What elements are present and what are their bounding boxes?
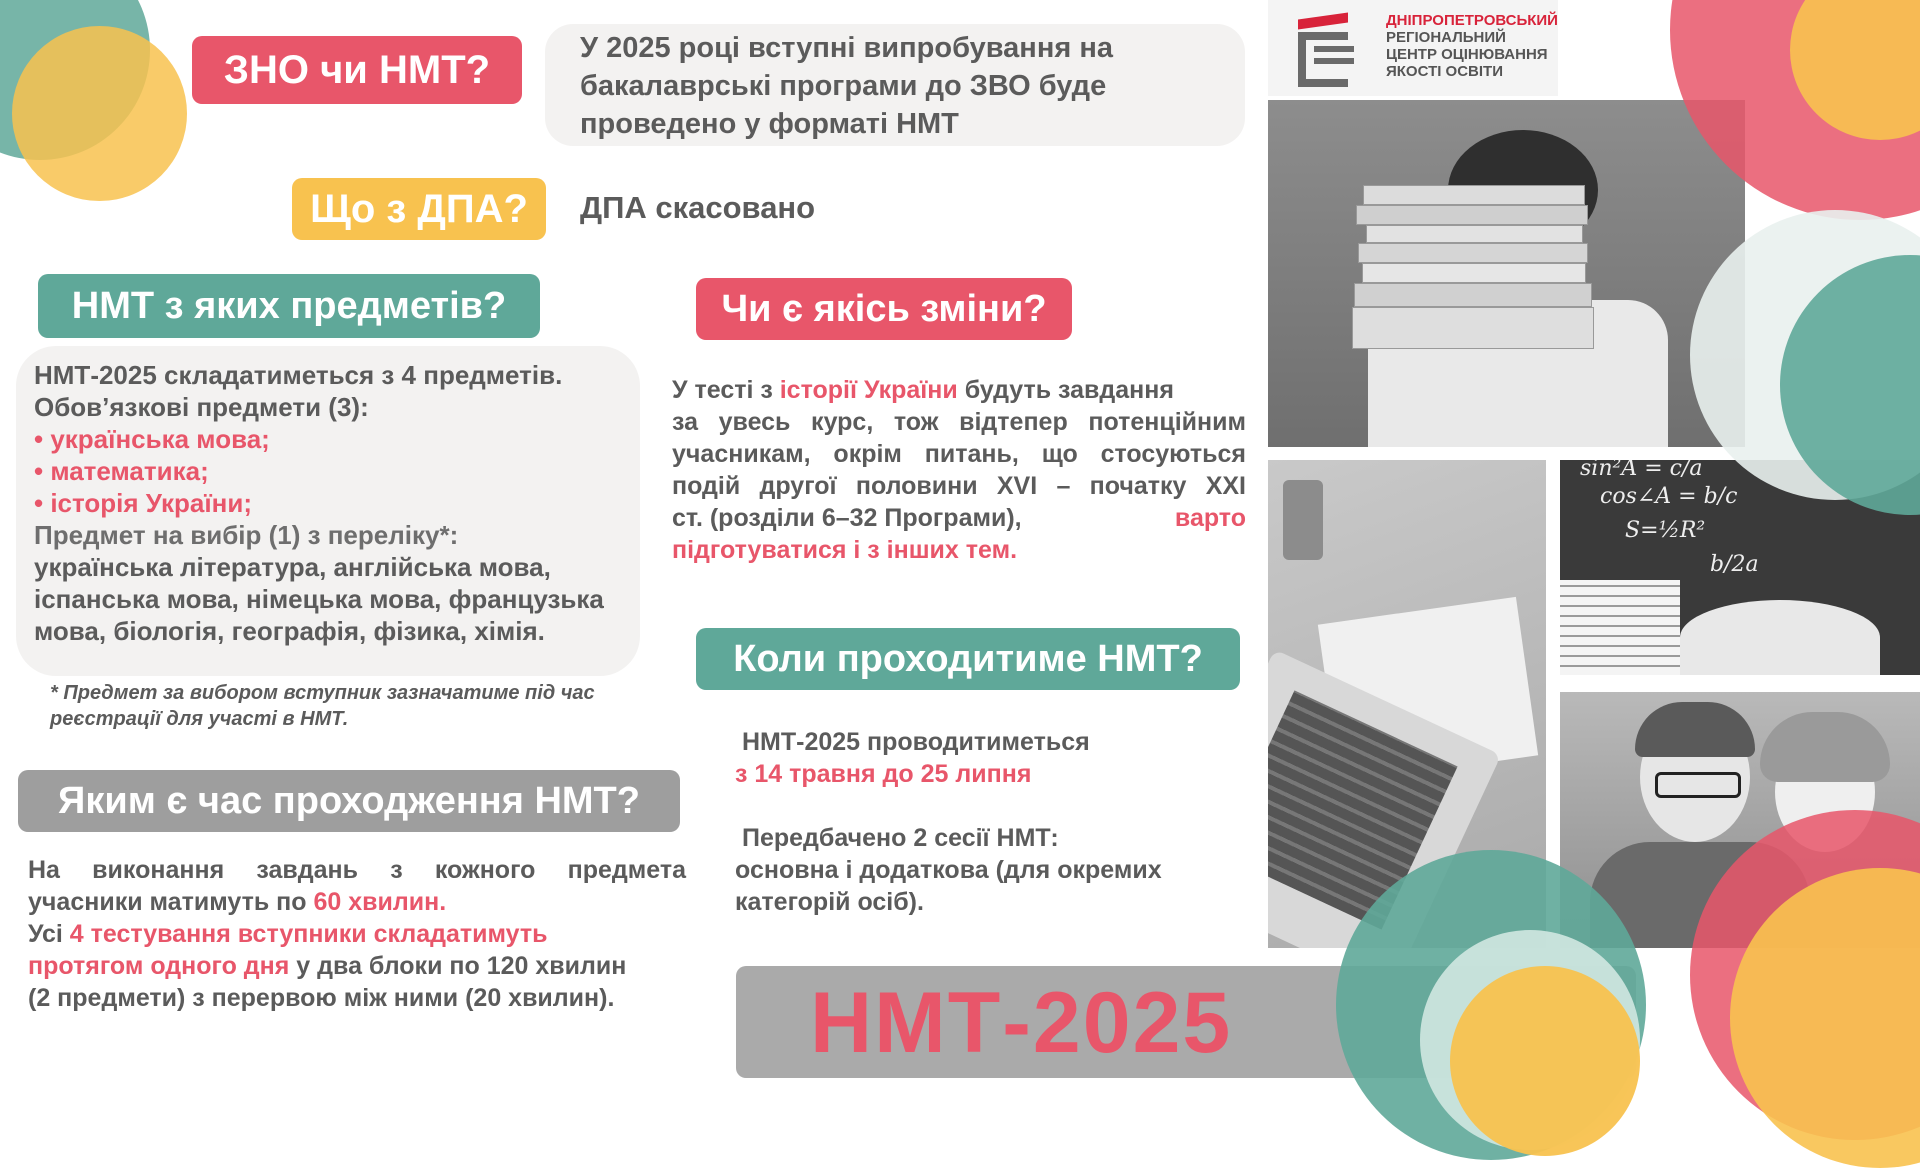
subjects-footnote: * Предмет за вибором вступник зазначатиме під час [50, 682, 595, 704]
subjects-line: НМТ-2025 складатиметься з 4 предметів. [34, 360, 563, 390]
subjects-footnote: реєстрації для участі в НМТ. [50, 708, 349, 730]
logo-line: ЦЕНТР ОЦІНЮВАННЯ [1386, 46, 1548, 63]
changes-line: підготуватися і з інших тем. [672, 536, 1018, 564]
subjects-line: мова, біологія, географія, фізика, хімія. [34, 616, 545, 646]
when-line: Передбачено 2 сесії НМТ: [742, 824, 1059, 852]
changes-line: учасникам, окрім питань, що стосуються [672, 440, 1246, 468]
subjects-line: Предмет на вибір (1) з переліку*: [34, 520, 459, 550]
subject-item: • історія України; [34, 488, 252, 518]
dpa-heading: Що з ДПА? [292, 178, 546, 240]
logo-line: ЯКОСТІ ОСВІТИ [1386, 63, 1504, 80]
when-line: категорій осіб). [735, 888, 924, 916]
logo-line: РЕГІОНАЛЬНИЙ [1386, 29, 1506, 46]
zno-text-line: проведено у форматі НМТ [580, 108, 959, 140]
dpa-text: ДПА скасовано [580, 190, 816, 225]
when-heading: Коли проходитиме НМТ? [696, 628, 1240, 690]
subjects-heading: НМТ з яких предметів? [38, 274, 540, 338]
logo-line: ДНІПРОПЕТРОВСЬКИЙ [1386, 12, 1558, 29]
logo [1268, 0, 1558, 96]
decor-circle-yellow [1450, 966, 1640, 1156]
changes-line: подій другої половини XVI – початку XXI [672, 472, 1246, 500]
banner-title: НМТ-2025 [810, 975, 1233, 1071]
when-line: з 14 травня до 25 липня [735, 760, 1032, 788]
zno-text-line: бакалаврські програми до ЗВО буде [580, 70, 1107, 102]
board-formula: S=½R² [1625, 518, 1706, 543]
time-line: На виконання завдань з кожного предмета [28, 856, 686, 884]
subjects-line: українська література, англійська мова, [34, 552, 551, 582]
changes-heading: Чи є якісь зміни? [696, 278, 1072, 340]
decor-circle-yellow [12, 26, 187, 201]
subject-item: • українська мова; [34, 424, 270, 454]
when-line: НМТ-2025 проводитиметься [742, 728, 1090, 756]
time-heading: Яким є час проходження НМТ? [18, 770, 680, 832]
logo-icon [1298, 12, 1348, 29]
time-line: учасники матимуть по 60 хвилин. [28, 888, 447, 916]
subject-item: • математика; [34, 456, 209, 486]
changes-line: У тесті з історії України будуть завдання [672, 376, 1174, 404]
zno-heading: ЗНО чи НМТ? [192, 36, 522, 104]
zno-text-line: У 2025 році вступні випробування на [580, 32, 1113, 64]
changes-line: за увесь курс, тож відтепер потенційним [672, 408, 1246, 436]
time-line: Усі 4 тестування вступники складатимуть [28, 920, 548, 948]
photo-books-person [1268, 100, 1745, 447]
board-formula: cos∠A = b/c [1600, 484, 1738, 509]
board-formula: b/2a [1710, 552, 1759, 577]
time-line: протягом одного дня у два блоки по 120 хвилин [28, 952, 627, 980]
board-formula: sin²A = c/a [1580, 460, 1703, 481]
time-line: (2 предмети) з перервою між ними (20 хвилин). [28, 984, 615, 1012]
subjects-line: іспанська мова, німецька мова, французька [34, 584, 604, 614]
when-line: основна і додаткова (для окремих [735, 856, 1162, 884]
changes-line: ст. (розділи 6–32 Програми), варто [672, 504, 1246, 532]
subjects-line: Обов’язкові предмети (3): [34, 392, 369, 422]
